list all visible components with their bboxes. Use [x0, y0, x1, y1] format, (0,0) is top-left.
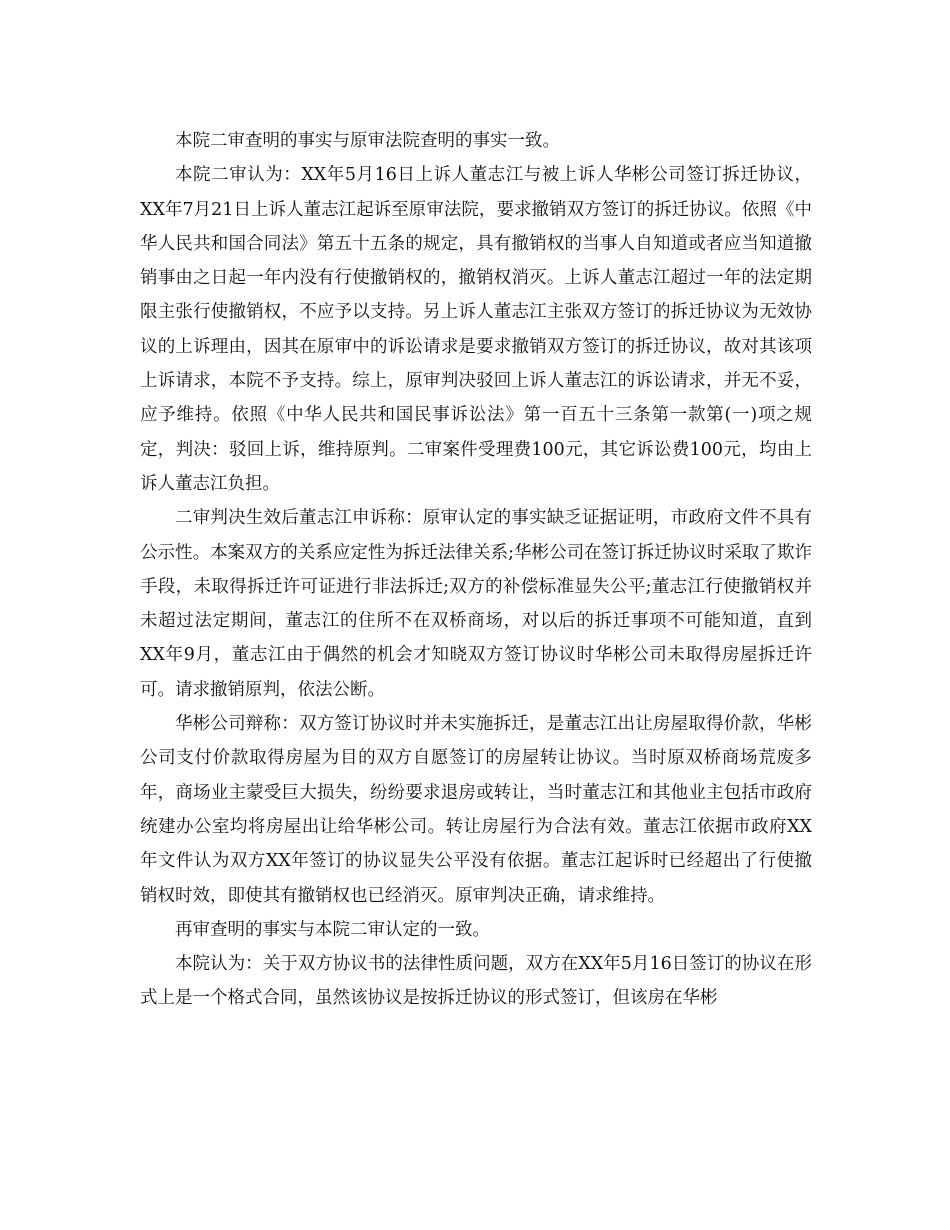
paragraph-respondent-defense: 华彬公司辩称：双方签订协议时并未实施拆迁，是董志江出让房屋取得价款，华彬公司支付价款取得房屋为目的双方自愿签订的房屋转让协议。当时原双桥商场荒废多年，商场业主蒙受巨大损失，纷纷要求退房或转让，当时董志江和其他业主包括市政府统建办公室均将房屋出让给华彬公司。转让房屋行为合法有效。董志江依据市政府XX年文件认为双方XX年签订的协议显失公平没有依据。董志江起诉时已经超出了行使撤销权时效，即使其有撤销权也已经消灭。原审判决正确，请求维持。: [140, 714, 812, 906]
document-body: [140, 124, 812, 1016]
paragraph-retrial-facts-2: 再审查明的事实与本院二审认定的一致。: [175, 919, 490, 940]
paragraph-court-opinion: 本院认为：关于双方协议书的法律性质问题，双方在XX年5月16日签订的协议在形式上是一个格式合同，虽然该协议是按拆迁协议的形式签订，但该房在华彬: [140, 954, 812, 1009]
paragraph-retrial-facts-1: 本院二审查明的事实与原审法院查明的事实一致。: [175, 131, 560, 151]
paragraph-petition-claims: 二审判决生效后董志江申诉称：原审认定的事实缺乏证据证明，市政府文件不具有公示性。本案双方的关系应定性为拆迁法律关系;华彬公司在签订拆迁协议时采取了欺诈手段，未取得拆迁许可证进行非法拆迁;双方的补偿标准显失公平;董志江行使撤销权并未超过法定期间，董志江的住所不在双桥商场，对以后的拆迁事项不可能知道，直到XX年9月，董志江由于偶然的机会才知晓双方签订协议时华彬公司未取得房屋拆迁许可。请求撤销原判，依法公断。: [140, 508, 812, 700]
paragraph-second-instance-opinion: 本院二审认为：XX年5月16日上诉人董志江与被上诉人华彬公司签订拆迁协议，XX年7月21日上诉人董志江起诉至原审法院，要求撤销双方签订的拆迁协议。依照《中华人民共和国合同法》第五十五条的规定，具有撤销权的当事人自知道或者应当知道撤销事由之日起一年内没有行使撤销权的，撤销权消灭。上诉人董志江超过一年的法定期限主张行使撤销权，不应予以支持。另上诉人董志江主张双方签订的拆迁协议为无效协议的上诉理由，因其在原审中的诉讼请求是要求撤销双方签订的拆迁协议，故对其该项上诉请求，本院不予支持。综上，原审判决驳回上诉人董志江的诉讼请求，并无不妥，应予维持。依照《中华人民共和国民事诉讼法》第一百五十三条第一款第(一)项之规定，判决：驳回上诉，维持原判。二审案件受理费100元，其它诉讼费100元，均由上诉人董志江负担。: [140, 165, 812, 494]
